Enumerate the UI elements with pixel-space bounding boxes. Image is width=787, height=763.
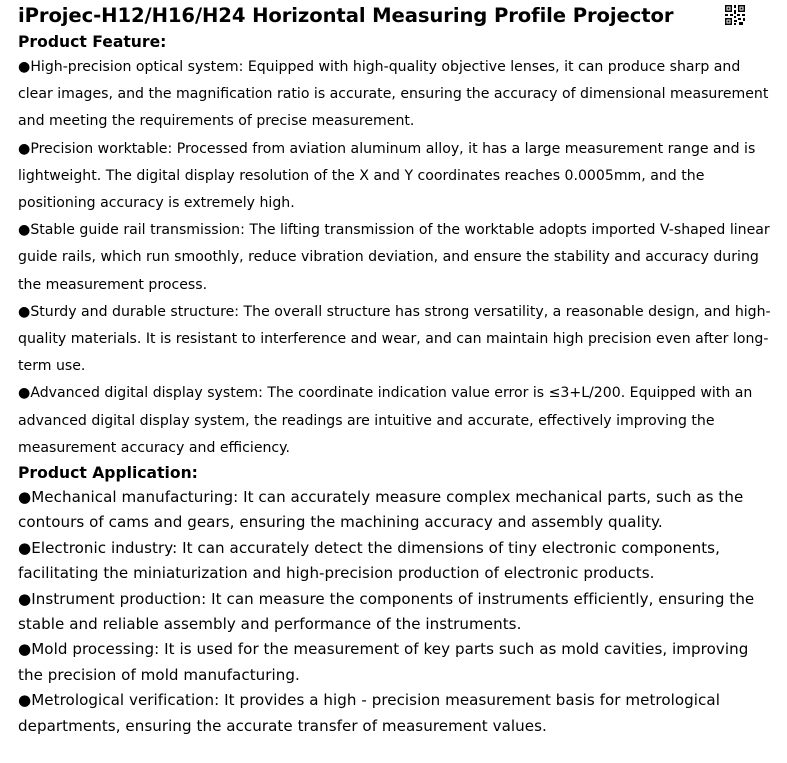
- page-title: iProjec-H12/H16/H24 Horizontal Measuring Profile Projector: [18, 4, 674, 27]
- list-item-text: Advanced digital display system: The coordinate indication value error is ≤3+L/200. Equipped with an advanced digital display system, the readings are intuitive and accurate, effectively improving the measurement accuracy and efficiency.: [18, 385, 753, 456]
- list-item: [18, 637, 778, 688]
- feature-heading: Product Feature:: [18, 33, 167, 51]
- list-item: [18, 587, 778, 638]
- bullet: ●: [18, 488, 32, 507]
- list-item: [18, 299, 778, 381]
- feature-list: [18, 54, 778, 462]
- bullet: ●: [18, 640, 32, 659]
- list-item-text: Instrument production: It can measure the components of instruments efficiently, ensuring the stable and reliable assembly and performance of the instruments.: [18, 589, 755, 634]
- list-item-text: Stable guide rail transmission: The lifting transmission of the worktable adopts imported V-shaped linear guide rails, which run smoothly, reduce vibration deviation, and ensure the stability and accuracy during the measurement process.: [18, 222, 770, 293]
- bullet: ●: [18, 589, 32, 608]
- list-item: [18, 688, 778, 739]
- bullet: ●: [18, 140, 31, 157]
- bullet: ●: [18, 303, 31, 320]
- list-item: [18, 54, 778, 136]
- list-item-text: Mechanical manufacturing: It can accurately measure complex mechanical parts, such as the contours of cams and gears, ensuring the machining accuracy and assembly quality.: [18, 488, 744, 532]
- bullet: ●: [18, 385, 31, 402]
- qr-code-icon[interactable]: [724, 4, 746, 26]
- bullet: ●: [18, 538, 32, 557]
- bullet: ●: [18, 59, 31, 75]
- list-item-text: Electronic industry: It can accurately detect the dimensions of tiny electronic components, facilitating the miniaturization and high-precision production of electronic products.: [18, 538, 720, 583]
- application-list: [18, 485, 778, 739]
- list-item: [18, 536, 778, 587]
- list-item: [18, 380, 778, 462]
- title-row: [18, 1, 778, 31]
- list-item-text: High-precision optical system: Equipped with high-quality objective lenses, it can produce sharp and clear images, and the magnification ratio is accurate, ensuring the accuracy of dimensional measurement and meeting the requirements of precise measurement.: [18, 59, 769, 130]
- list-item-text: Precision worktable: Processed from aviation aluminum alloy, it has a large measurement range and is lightweight. The digital display resolution of the X and Y coordinates reaches 0.0005mm, and the positioning accuracy is extremely high.: [18, 140, 756, 212]
- list-item-text: Metrological verification: It provides a high - precision measurement basis for metrological departments, ensuring the accurate transfer of measurement values.: [18, 691, 720, 735]
- list-item: [18, 485, 778, 536]
- bullet: ●: [18, 691, 32, 710]
- application-heading: Product Application:: [18, 464, 198, 483]
- list-item-text: Mold processing: It is used for the measurement of key parts such as mold cavities, improving the precision of mold manufacturing.: [18, 640, 749, 684]
- list-item: [18, 136, 778, 218]
- list-item: [18, 217, 778, 299]
- product-description: [18, 0, 778, 739]
- bullet: ●: [18, 222, 31, 239]
- list-item-text: Sturdy and durable structure: The overall structure has strong versatility, a reasonable design, and high-quality materials. It is resistant to interference and wear, and can maintain high precision even after long-term use.: [18, 303, 771, 375]
